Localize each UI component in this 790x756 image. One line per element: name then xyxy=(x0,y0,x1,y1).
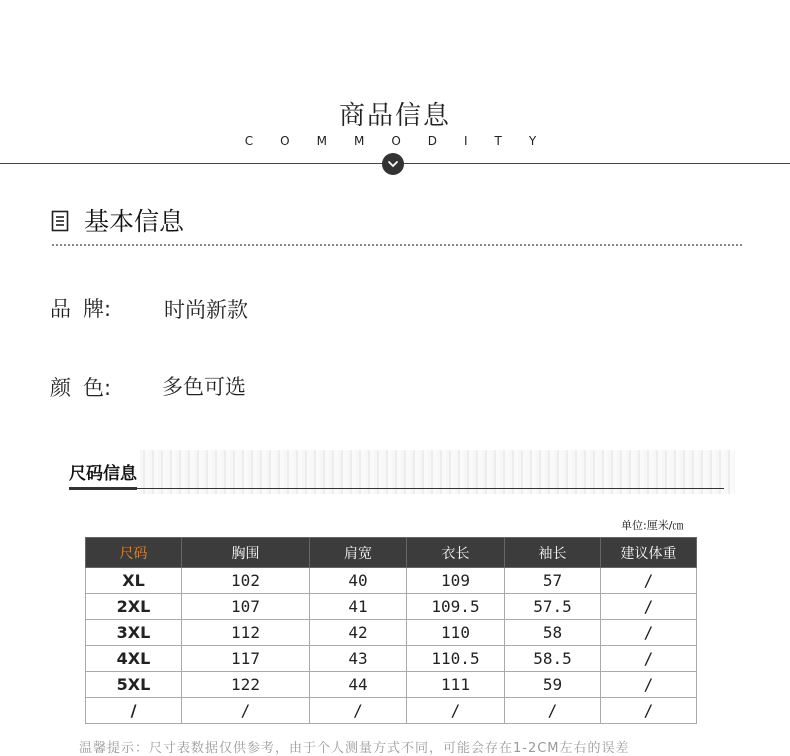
table-cell: 43 xyxy=(310,646,407,672)
color-label: 颜 色: xyxy=(50,376,112,400)
table-cell: / xyxy=(601,620,697,646)
table-cell: 2XL xyxy=(86,594,182,620)
table-cell: 5XL xyxy=(86,672,182,698)
table-cell: 107 xyxy=(182,594,310,620)
table-header-row xyxy=(86,538,697,568)
table-cell: 58 xyxy=(505,620,601,646)
tip-text: 温馨提示：尺寸表数据仅供参考，由于个人测量方式不同，可能会存在1-2CM左右的误差 xyxy=(79,741,630,756)
table-cell: 110 xyxy=(407,620,505,646)
table-cell: 112 xyxy=(182,620,310,646)
table-cell: 59 xyxy=(505,672,601,698)
table-row xyxy=(86,646,697,672)
table-cell: XL xyxy=(86,568,182,594)
size-table xyxy=(85,537,697,724)
table-cell: / xyxy=(310,698,407,724)
table-cell: / xyxy=(407,698,505,724)
table-cell: 42 xyxy=(310,620,407,646)
table-cell: 109.5 xyxy=(407,594,505,620)
column-header: 肩宽 xyxy=(310,538,407,568)
table-cell: / xyxy=(601,672,697,698)
unit-label: 单位:厘米/㎝ xyxy=(621,519,684,532)
table-cell: / xyxy=(86,698,182,724)
table-row xyxy=(86,672,697,698)
table-row xyxy=(86,568,697,594)
table-cell: 4XL xyxy=(86,646,182,672)
page-subtitle: COMMODITY xyxy=(244,134,564,148)
table-cell: 111 xyxy=(407,672,505,698)
table-cell: / xyxy=(601,646,697,672)
table-cell: 109 xyxy=(407,568,505,594)
table-cell: / xyxy=(182,698,310,724)
column-header: 胸围 xyxy=(182,538,310,568)
table-cell: 3XL xyxy=(86,620,182,646)
table-cell: 122 xyxy=(182,672,310,698)
table-cell: / xyxy=(601,698,697,724)
chevron-down-icon xyxy=(382,153,404,175)
column-header: 衣长 xyxy=(407,538,505,568)
dotted-divider xyxy=(52,244,742,246)
table-cell: 40 xyxy=(310,568,407,594)
column-header: 袖长 xyxy=(505,538,601,568)
size-info-title: 尺码信息 xyxy=(69,464,137,484)
table-cell: 41 xyxy=(310,594,407,620)
table-row xyxy=(86,698,697,724)
color-value: 多色可选 xyxy=(162,375,246,399)
table-cell: 110.5 xyxy=(407,646,505,672)
table-cell: 57 xyxy=(505,568,601,594)
basic-info-title: 基本信息 xyxy=(84,207,185,236)
table-cell: 57.5 xyxy=(505,594,601,620)
size-divider xyxy=(69,488,724,489)
document-icon xyxy=(51,210,70,232)
table-cell: 117 xyxy=(182,646,310,672)
brand-value: 时尚新款 xyxy=(164,298,248,322)
column-header: 建议体重 xyxy=(601,538,697,568)
column-header: 尺码 xyxy=(86,538,182,568)
table-cell: 102 xyxy=(182,568,310,594)
table-row xyxy=(86,594,697,620)
brand-label: 品 牌: xyxy=(50,297,112,321)
table-cell: / xyxy=(601,568,697,594)
page-title: 商品信息 xyxy=(338,101,451,131)
table-row xyxy=(86,620,697,646)
table-cell: 58.5 xyxy=(505,646,601,672)
table-cell: 44 xyxy=(310,672,407,698)
size-title-underline xyxy=(69,487,137,490)
table-cell: / xyxy=(601,594,697,620)
table-cell: / xyxy=(505,698,601,724)
